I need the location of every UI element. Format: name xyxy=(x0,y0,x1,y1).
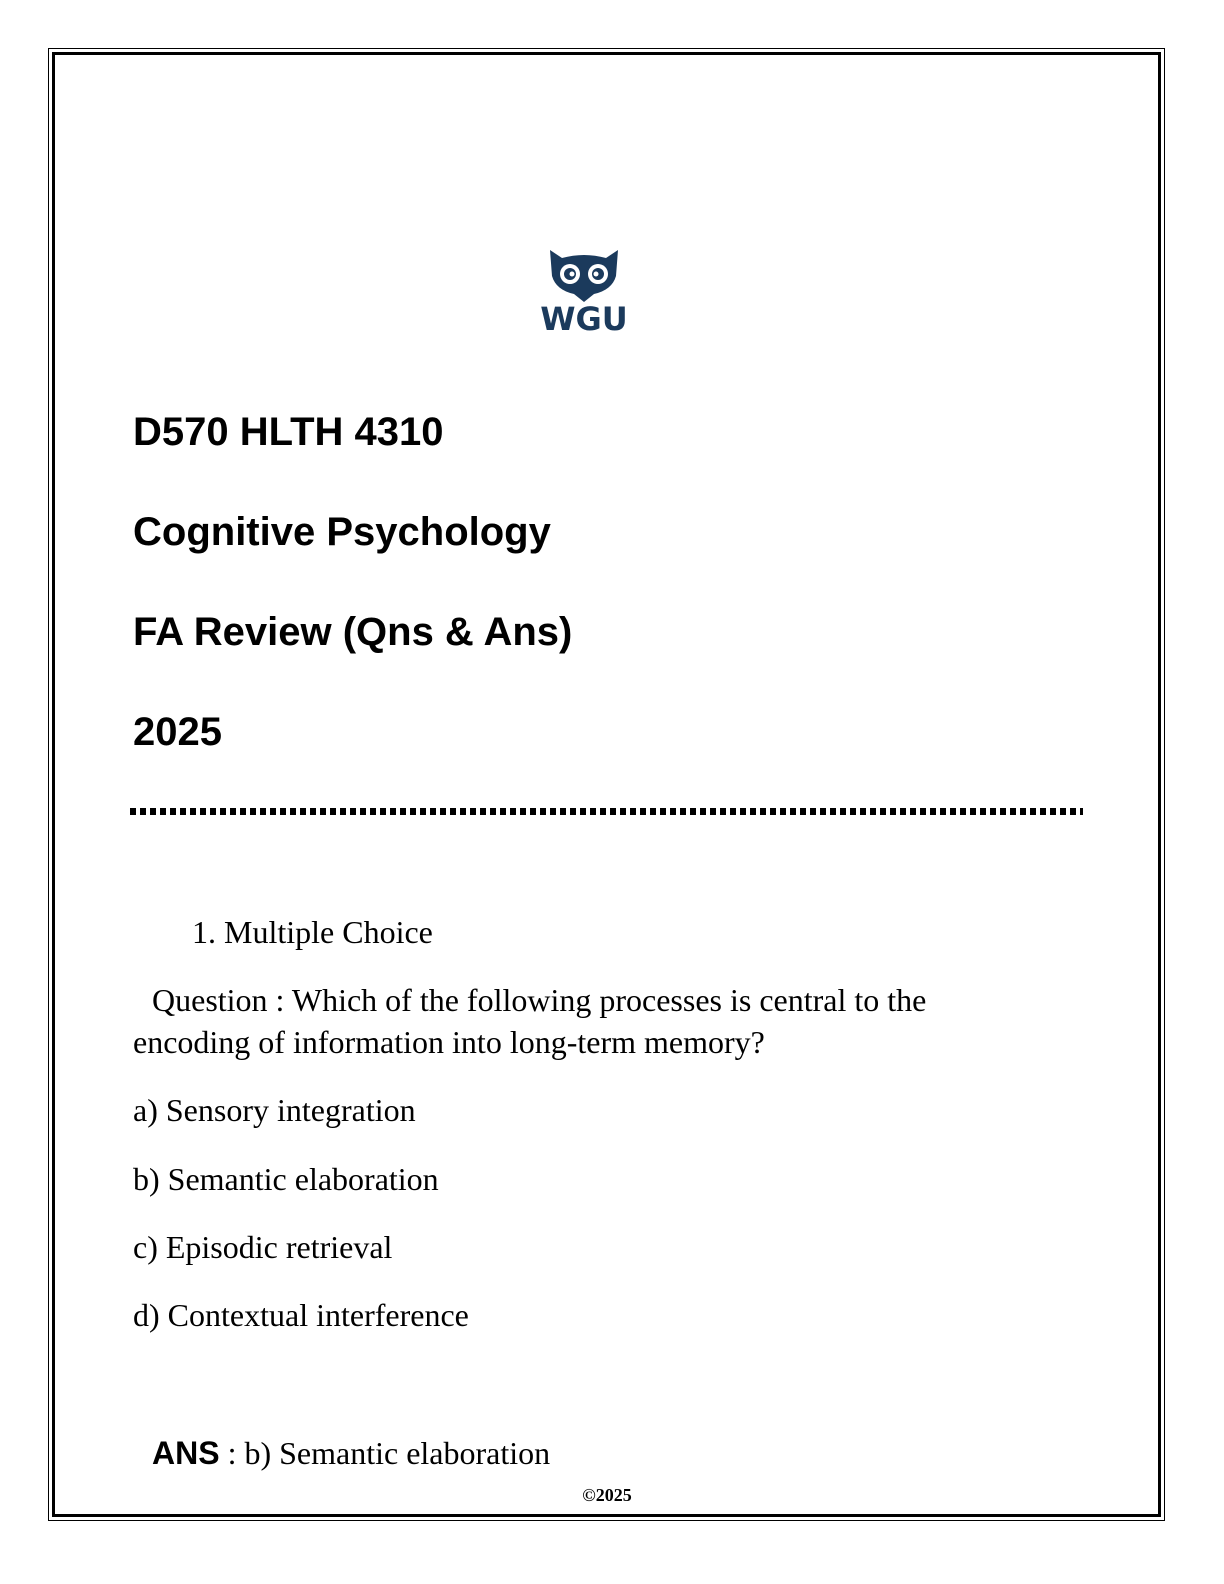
section-heading: 1. Multiple Choice xyxy=(192,914,433,950)
question-text: : Which of the following processes is central to the xyxy=(267,982,927,1018)
question-line-2: encoding of information into long-term memory? xyxy=(133,1024,765,1060)
option-a: a) Sensory integration xyxy=(133,1092,416,1128)
wgu-owl-logo xyxy=(532,246,636,334)
svg-text:WGU: WGU xyxy=(540,300,628,334)
dotted-divider xyxy=(130,808,1083,815)
document-year: 2025 xyxy=(133,710,222,754)
question-label: Question xyxy=(152,982,268,1018)
option-c: c) Episodic retrieval xyxy=(133,1229,393,1265)
answer-text: : b) Semantic elaboration xyxy=(219,1435,551,1471)
answer-label: ANS xyxy=(152,1435,220,1471)
course-title: Cognitive Psychology xyxy=(133,510,551,554)
question-line-1 xyxy=(152,984,926,1016)
answer-line xyxy=(152,1437,550,1469)
option-d: d) Contextual interference xyxy=(133,1297,469,1333)
copyright-footer: ©2025 xyxy=(582,1485,632,1505)
option-b: b) Semantic elaboration xyxy=(133,1161,439,1197)
document-subtitle: FA Review (Qns & Ans) xyxy=(133,610,573,654)
course-code: D570 HLTH 4310 xyxy=(133,410,444,454)
